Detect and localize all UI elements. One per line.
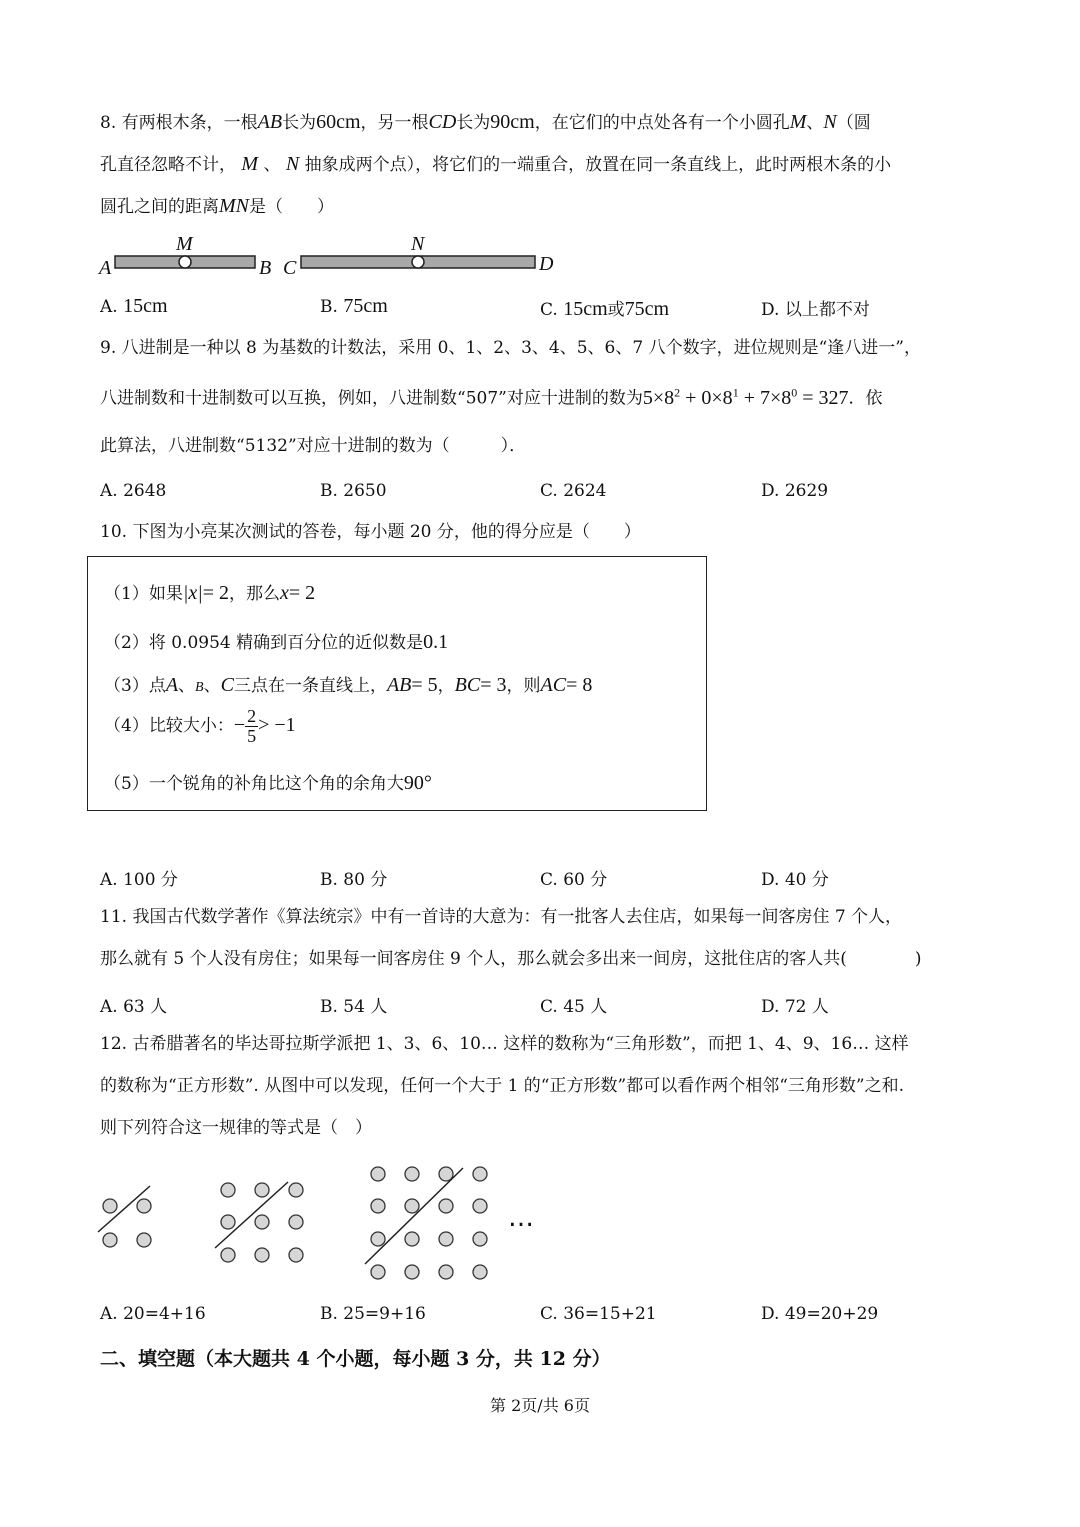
q9-line2: 八进制数和十进制数可以互换，例如，八进制数“507”对应十进制的数为$5\times 8^2 + 0\times 8^1 + 7\times 8^0 = 327$．依 bbox=[100, 385, 883, 409]
q9-line3: 此算法，八进制数“5132”对应十进制的数为（ ）． bbox=[100, 436, 527, 456]
q12-option-a: A. 20=4+16 bbox=[100, 1304, 206, 1324]
dot bbox=[439, 1232, 453, 1246]
hole-m bbox=[179, 256, 191, 268]
q9-option-b: B. 2650 bbox=[320, 481, 387, 501]
dot bbox=[255, 1215, 269, 1229]
q9-formula: $5\times 8^2 + 0\times 8^1 + 7\times 8^0 = 327$ bbox=[642, 385, 849, 409]
label-m: M bbox=[176, 233, 193, 255]
answer-item-4: （4）比较大小：− $\frac{2}{5}$ > −1 bbox=[104, 706, 296, 746]
dot bbox=[103, 1199, 117, 1213]
label-d: D bbox=[539, 253, 554, 275]
q9-options bbox=[100, 481, 1000, 507]
dot bbox=[221, 1215, 235, 1229]
q9-option-d: D. 2629 bbox=[761, 481, 829, 501]
q8-rods-figure bbox=[95, 232, 565, 280]
q8-option-a: A. 15cm bbox=[100, 295, 168, 317]
dot bbox=[371, 1199, 385, 1213]
square-4x4 bbox=[365, 1167, 487, 1279]
ellipsis: … bbox=[508, 1203, 534, 1233]
dot bbox=[473, 1265, 487, 1279]
label-n: N bbox=[411, 233, 425, 255]
label-b: B bbox=[259, 257, 272, 279]
label-a: A bbox=[99, 257, 112, 279]
q8-option-b: B. 75cm bbox=[320, 295, 388, 317]
answer-item-3: （3）点A、B、C三点在一条直线上，AB= 5，BC= 3，则AC= 8 bbox=[104, 674, 593, 696]
hole-n bbox=[412, 256, 424, 268]
dot bbox=[255, 1248, 269, 1262]
segment-ab: AB bbox=[257, 111, 283, 133]
square-3x3 bbox=[215, 1182, 303, 1262]
q12-line1: 12. 古希腊著名的毕达哥拉斯学派把 1、3、6、10… 这样的数称为“三角形数”，而把 1、4、9、16… 这样 bbox=[100, 1034, 909, 1054]
dot bbox=[137, 1199, 151, 1213]
q10-stem: 10. 下图为小亮某次测试的答卷，每小题 20 分，他的得分应是（ ） bbox=[100, 522, 641, 542]
dot bbox=[405, 1199, 419, 1213]
q12-option-d: D. 49=20+29 bbox=[761, 1304, 879, 1324]
dot bbox=[405, 1167, 419, 1181]
q8-option-c: C. 15cm或75cm bbox=[540, 298, 670, 320]
q12-line3: 则下列符合这一规律的等式是（ ） bbox=[100, 1118, 372, 1138]
dot bbox=[103, 1233, 117, 1247]
q8-line2: 孔直径忽略不计， M 、 N 抽象成两个点），将它们的一端重合，放置在同一条直线上，此时两根木条的小 bbox=[100, 153, 892, 175]
q9-option-a: A. 2648 bbox=[100, 481, 167, 501]
fraction-two-fifths: $\frac{2}{5}$ bbox=[247, 706, 257, 746]
q8-options bbox=[100, 295, 1000, 321]
q11-line2: 那么就有 5 个人没有房住；如果每一间客房住 9 个人，那么就会多出来一间房，这批住店的客人共( ) bbox=[100, 949, 922, 969]
dot bbox=[405, 1232, 419, 1246]
square-numbers-figure bbox=[90, 1160, 550, 1290]
q12-options bbox=[100, 1304, 1000, 1330]
segment-cd: CD bbox=[428, 111, 457, 133]
dot bbox=[371, 1232, 385, 1246]
label-c: C bbox=[283, 257, 297, 279]
dot bbox=[473, 1167, 487, 1181]
q11-line1: 11. 我国古代数学著作《算法统宗》中有一首诗的大意为：有一批客人去住店，如果每一间客房住 7 个人， bbox=[100, 907, 903, 927]
q9-line1: 9. 八进制是一种以 8 为基数的计数法，采用 0、1、2、3、4、5、6、7 八个数字，进位规则是“逢八进一”， bbox=[100, 338, 921, 358]
dot bbox=[371, 1265, 385, 1279]
dot bbox=[289, 1183, 303, 1197]
dot bbox=[405, 1265, 419, 1279]
split-line bbox=[365, 1168, 463, 1264]
q11-options bbox=[100, 992, 1000, 1018]
answer-item-1: （1）如果|x|= 2，那么x= 2 bbox=[104, 582, 316, 604]
dot bbox=[221, 1248, 235, 1262]
dot bbox=[289, 1248, 303, 1262]
q8-line3: 圆孔之间的距离MN是（ ） bbox=[100, 195, 334, 217]
page-footer: 第 2页/共 6页 bbox=[490, 1396, 590, 1415]
answer-item-5: （5）一个锐角的补角比这个角的余角大90° bbox=[104, 772, 432, 794]
q8-option-d: D. 以上都不对 bbox=[761, 300, 870, 320]
dot bbox=[221, 1183, 235, 1197]
q12-line2: 的数称为“正方形数”. 从图中可以发现，任何一个大于 1 的“正方形数”都可以看作两个相邻“三角形数”之和. bbox=[100, 1076, 904, 1096]
q10-option-a: A. 100 分 bbox=[100, 870, 178, 890]
q12-option-b: B. 25=9+16 bbox=[320, 1304, 426, 1324]
dot bbox=[371, 1167, 385, 1181]
q11-option-d: D. 72 人 bbox=[761, 997, 829, 1017]
dot bbox=[439, 1199, 453, 1213]
q9-option-c: C. 2624 bbox=[540, 481, 607, 501]
q11-option-b: B. 54 人 bbox=[320, 997, 388, 1017]
q10-option-d: D. 40 分 bbox=[761, 870, 829, 890]
dot bbox=[473, 1199, 487, 1213]
q8-line1: 8. 有两根木条，一根AB长为60cm，另一根CD长为90cm，在它们的中点处各有一个小圆孔M、N（圆 bbox=[100, 111, 871, 133]
answer-item-2: （2）将 0.0954 精确到百分位的近似数是0.1 bbox=[104, 631, 449, 653]
dot bbox=[439, 1265, 453, 1279]
q10-options bbox=[100, 865, 1000, 891]
q10-option-c: C. 60 分 bbox=[540, 870, 608, 890]
dot bbox=[289, 1215, 303, 1229]
answer-sheet-box bbox=[87, 556, 707, 811]
dot bbox=[137, 1233, 151, 1247]
dot bbox=[255, 1183, 269, 1197]
square-2x2 bbox=[98, 1186, 151, 1247]
q12-option-c: C. 36=15+21 bbox=[540, 1304, 657, 1324]
q11-option-c: C. 45 人 bbox=[540, 997, 608, 1017]
q10-option-b: B. 80 分 bbox=[320, 870, 388, 890]
section-heading-fill-in: 二、填空题（本大题共 4 个小题，每小题 3 分，共 12 分） bbox=[100, 1348, 611, 1370]
q11-option-a: A. 63 人 bbox=[100, 997, 168, 1017]
dot bbox=[473, 1232, 487, 1246]
